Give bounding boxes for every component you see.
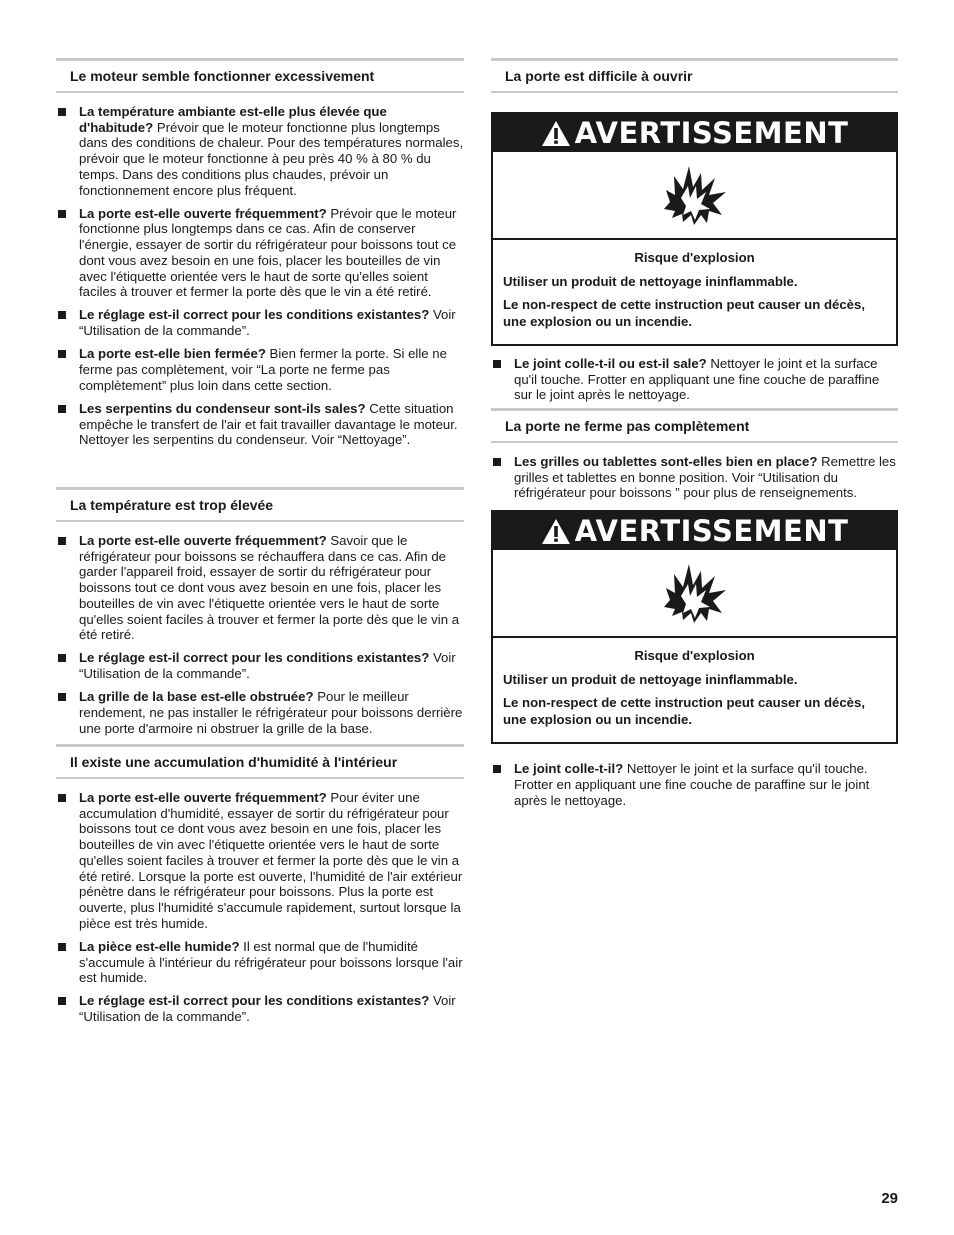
- item-question: Le réglage est-il correct pour les conditions existantes?: [79, 307, 430, 323]
- item-answer: Savoir que le réfrigérateur pour boissons se réchauffera dans ce cas. Afin de garder l'appareil froid, essayer de sortir du réfrigérateur pour boissons tout ce dont vous avez besoin en une fois, placer les bouteilles de vin avec l'étiquette orientée vers le haut de sorte qu'elles soient faciles à trouver et fermer la porte dès que le vin a été retiré.: [79, 533, 460, 643]
- warning-title: AVERTISSEMENT: [574, 514, 849, 549]
- item-question: La grille de la base est-elle obstruée?: [79, 689, 314, 705]
- list-item: [56, 346, 464, 393]
- section-heading: La température est trop élevée: [56, 487, 464, 522]
- item-answer: Remettre les grilles et tablettes en bonne position. Voir “Utilisation du réfrigérateur pour boissons ” pour plus de renseignements.: [514, 454, 896, 501]
- square-bullet-icon: [493, 458, 501, 466]
- warning-header: [493, 114, 896, 152]
- square-bullet-icon: [58, 108, 66, 116]
- square-bullet-icon: [58, 405, 66, 413]
- warning-body: [493, 638, 896, 742]
- warning-triangle-icon: [541, 518, 571, 545]
- warning-consequence: Le non-respect de cette instruction peut causer un décès, une explosion ou un incendie.: [503, 695, 866, 728]
- list-item: [56, 307, 464, 338]
- item-answer: Bien fermer la porte. Si elle ne ferme pas complètement, voir “La porte ne ferme pas complètement” plus loin dans cette section.: [79, 346, 447, 393]
- square-bullet-icon: [493, 360, 501, 368]
- square-bullet-icon: [58, 311, 66, 319]
- item-answer: Voir “Utilisation de la commande”.: [79, 307, 456, 339]
- list-item: [56, 206, 464, 300]
- explosion-icon: [660, 162, 730, 228]
- section-heading: Il existe une accumulation d'humidité à l'intérieur: [56, 744, 464, 779]
- list-item: [56, 790, 464, 931]
- section-door-closing: [491, 408, 898, 816]
- item-answer: Nettoyer le joint et la surface qu'il touche. Frotter en appliquant une fine couche de paraffine sur le joint après le nettoyage.: [514, 356, 880, 403]
- list-item: [56, 533, 464, 643]
- warning-body: [493, 240, 896, 344]
- item-question: La porte est-elle ouverte fréquemment?: [79, 205, 327, 221]
- item-answer: Cette situation empêche le transfert de l'air et fait travailler davantage le moteur. Nettoyer les serpentins du condenseur. Voir “Nettoyage”.: [79, 400, 458, 448]
- section-heading: Le moteur semble fonctionner excessivement: [56, 58, 464, 93]
- item-answer: Voir “Utilisation de la commande”.: [79, 993, 456, 1025]
- item-answer: Pour le meilleur rendement, ne pas installer le réfrigérateur pour boissons derrière une porte d'armoire ni obstruer la grille de la base.: [79, 689, 463, 736]
- warning-consequence: Le non-respect de cette instruction peut causer un décès, une explosion ou un incendie.: [503, 297, 866, 329]
- warning-icon-row: [493, 550, 896, 638]
- square-bullet-icon: [58, 350, 66, 358]
- warning-instruction: Utiliser un produit de nettoyage ininflammable.: [503, 274, 798, 289]
- item-question: Le réglage est-il correct pour les conditions existantes?: [79, 993, 430, 1009]
- list-item: [56, 650, 464, 681]
- bullet-list: [56, 779, 464, 1025]
- warning-triangle-icon: [541, 120, 571, 147]
- list-item: [491, 454, 898, 501]
- item-answer: Voir “Utilisation de la commande”.: [79, 650, 456, 682]
- square-bullet-icon: [58, 943, 66, 951]
- item-answer: Pour éviter une accumulation d'humidité, essayer de sortir du réfrigérateur pour boissons tout ce dont vous avez besoin en une fois, placer les bouteilles de vin avec l'étiquette orientée vers le haut de sorte qu'elles soient faciles à trouver et fermer la porte dès que le vin a été retiré. Lorsque la porte est ouverte, l'humidité de l'air extérieur pénètre dans le réfrigérateur pour boissons. Plus la porte est ouverte, plus l'humidité s'accumule rapidement, surtout lorsque la pièce est très humide.: [79, 790, 463, 931]
- item-question: Le réglage est-il correct pour les conditions existantes?: [79, 650, 430, 666]
- list-item: [56, 104, 464, 198]
- item-question: La porte est-elle ouverte fréquemment?: [79, 790, 327, 805]
- square-bullet-icon: [58, 997, 66, 1005]
- explosion-icon: [660, 560, 730, 626]
- list-item: [56, 993, 464, 1024]
- item-answer: Prévoir que le moteur fonctionne plus longtemps dans des conditions de chaleur. Pour des températures normales, prévoir que le moteur fonctionne à peu près 40 % à 80 % du temps. Dans des conditions plus chaudes, prévoir un fonctionnement encore plus fréquent.: [79, 119, 464, 198]
- page-number: 29: [881, 1190, 898, 1207]
- item-answer: Prévoir que le moteur fonctionne plus longtemps dans ce cas. Afin de conserver l'énergie, essayer de sortir du réfrigérateur pour boissons tout ce dont vous avez besoin en une fois, placer les bouteilles de vin avec l'étiquette orientée vers le haut de sorte qu'elles soient faciles à trouver et fermer la porte dès que le vin a été retiré.: [79, 205, 457, 300]
- section-heading: La porte ne ferme pas complètement: [491, 408, 898, 443]
- list-item: [56, 401, 464, 448]
- square-bullet-icon: [58, 794, 66, 802]
- warning-icon-row: [493, 152, 896, 240]
- item-question: Les serpentins du condenseur sont-ils sales?: [79, 400, 366, 416]
- warning-box: [491, 112, 898, 346]
- warning-box: [491, 510, 898, 744]
- bullet-list: [491, 346, 898, 403]
- item-question: Le joint colle-t-il ou est-il sale?: [514, 356, 707, 371]
- bullet-list: [56, 93, 464, 448]
- warning-title: AVERTISSEMENT: [574, 116, 849, 150]
- warning-instruction: Utiliser un produit de nettoyage ininflammable.: [503, 672, 798, 688]
- bullet-list: [491, 744, 898, 808]
- bullet-list: [56, 522, 464, 736]
- item-question: La pièce est-elle humide?: [79, 938, 240, 954]
- item-question: La porte est-elle ouverte fréquemment?: [79, 533, 327, 548]
- bullet-list: [491, 443, 898, 501]
- list-item: [491, 356, 898, 403]
- square-bullet-icon: [493, 765, 501, 773]
- warning-risk: Risque d'explosion: [634, 648, 755, 664]
- item-question: Les grilles ou tablettes sont-elles bien en place?: [514, 454, 818, 469]
- item-answer: Nettoyer le joint et la surface qu'il touche. Frotter en appliquant une fine couche de paraffine sur le joint après le nettoyage.: [514, 761, 870, 808]
- section-humidity: [56, 744, 464, 1032]
- item-question: La porte est-elle bien fermée?: [79, 346, 266, 362]
- item-question: La température ambiante est-elle plus élevée que d'habitude?: [79, 104, 387, 135]
- list-item: [56, 689, 464, 736]
- warning-risk: Risque d'explosion: [634, 250, 755, 265]
- list-item: [491, 761, 898, 808]
- square-bullet-icon: [58, 693, 66, 701]
- right-column: [491, 58, 898, 808]
- section-heading: La porte est difficile à ouvrir: [491, 58, 898, 93]
- square-bullet-icon: [58, 210, 66, 218]
- item-answer: Il est normal que de l'humidité s'accumule à l'intérieur du réfrigérateur pour boissons lorsque l'air est humide.: [79, 938, 463, 986]
- square-bullet-icon: [58, 537, 66, 545]
- section-temperature: [56, 487, 464, 744]
- list-item: [56, 939, 464, 986]
- square-bullet-icon: [58, 654, 66, 662]
- item-question: Le joint colle-t-il?: [514, 761, 624, 777]
- warning-header: [493, 512, 896, 550]
